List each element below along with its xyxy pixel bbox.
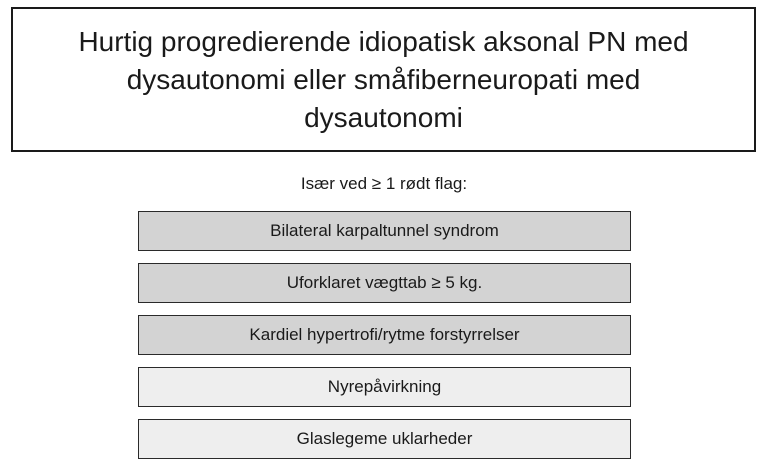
red-flag-item-kardiel: Kardiel hypertrofi/rytme forstyrrelser: [138, 315, 631, 355]
title-box: [11, 7, 756, 152]
red-flag-list: [138, 211, 631, 471]
red-flag-item-glaslegeme: Glaslegeme uklarheder: [138, 419, 631, 459]
red-flag-item-vaegttab: Uforklaret vægttab ≥ 5 kg.: [138, 263, 631, 303]
red-flag-item-nyre: Nyrepåvirkning: [138, 367, 631, 407]
diagram-title: Hurtig progredierende idiopatisk aksonal PN med dysautonomi eller småfiberneuropati med dysautonomi: [78, 25, 689, 133]
red-flag-heading: Især ved ≥ 1 rødt flag:: [300, 174, 468, 193]
red-flag-item-karpaltunnel: Bilateral karpaltunnel syndrom: [138, 211, 631, 251]
